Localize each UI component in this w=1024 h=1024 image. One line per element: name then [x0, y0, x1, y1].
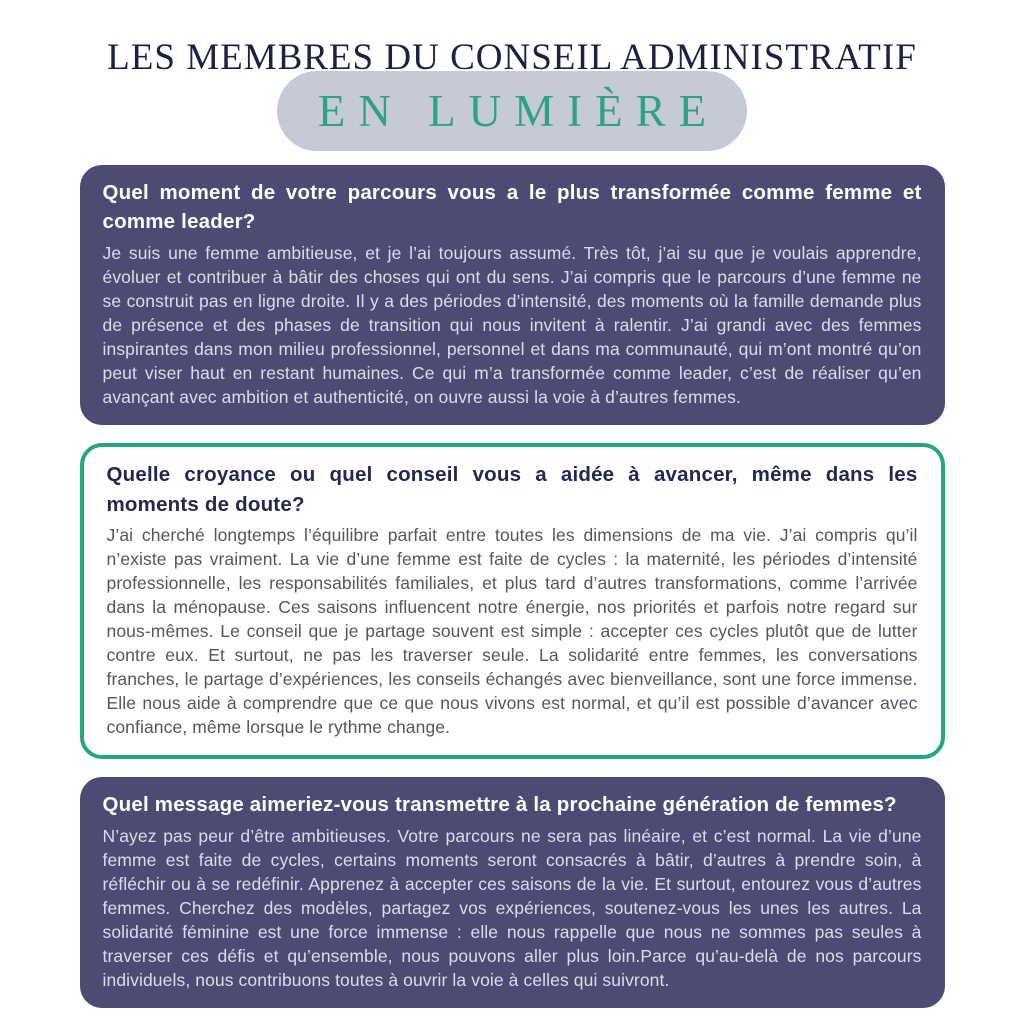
qa-card-1 — [80, 165, 945, 425]
highlight-pill-label: EN LUMIÈRE — [317, 85, 720, 136]
page-title: LES MEMBRES DU CONSEIL ADMINISTRATIF — [107, 37, 917, 78]
qa-card-2-question: Quelle croyance ou quel conseil vous a aidée à avancer, même dans les moments de doute? — [106, 462, 918, 516]
qa-card-1-answer: Je suis une femme ambitieuse, et je l’ai toujours assumé. Très tôt, j’ai su que je voulais apprendre, évoluer et contribuer à bâtir des choses qui ont du sens. J’ai compris que le parcours d’une femme ne se construit pas en ligne droite. Il y a des périodes d’intensité, des moments où la famille demande plus de présence et des phases de transition qui nous invitent à ralentir. J’ai grandi avec des femmes inspirantes dans mon milieu professionnel, personnel et dans ma communauté, qui m’ont montré qu’on peut viser haut en restant humaines. Ce qui m’a transformée comme leader, c’est de réaliser qu’en avançant avec ambition et authenticité, on ouvre aussi la voie à d’autres femmes. — [102, 243, 922, 407]
header — [0, 0, 1024, 151]
qa-card-2 — [80, 443, 945, 759]
qa-card-3-question: Quel message aimeriez-vous transmettre à la prochaine génération de femmes? — [102, 793, 897, 817]
qa-card-3 — [80, 777, 945, 1008]
qa-card-1-question: Quel moment de votre parcours vous a le plus transformée comme femme et comme leader? — [102, 180, 922, 234]
qa-card-3-answer: N’ayez pas peur d’être ambitieuses. Votre parcours ne sera pas linéaire, et c’est normal. La vie d’une femme est faite de cycles, certains moments seront consacrés à bâtir, d’autres à prendre soin, à réfléchir ou à se redéfinir. Apprenez à accepter ces saisons de la vie. Et surtout, entourez vous d’autres femmes. Cherchez des modèles, partagez vos expériences, soutenez-vous les unes les autres. La solidarité féminine est une force immense : elle nous rappelle que nous ne sommes pas seules à traverser ces défis et qu’ensemble, nous pouvons aller plus loin.Parce qu’au-delà de nos parcours individuels, nous contribuons toutes à ouvrir la voie à celles qui suivront. — [102, 825, 922, 990]
qa-card-list — [0, 165, 1024, 1008]
highlight-pill — [277, 71, 747, 151]
qa-card-2-answer: J’ai cherché longtemps l’équilibre parfait entre toutes les dimensions de ma vie. J’ai compris qu’il n’existe pas vraiment. La vie d’une femme est faite de cycles : la maternité, les périodes d’intensité professionnelle, les responsabilités familiales, et plus tard d’autres transformations, comme l’arrivée dans la ménopause. Ces saisons influencent notre énergie, nos priorités et parfois notre regard sur nous-mêmes. Le conseil que je partage souvent est simple : accepter ces cycles plutôt que de lutter contre eux. Et surtout, ne pas les traverser seule. La solidarité entre femmes, les conversations franches, le partage d’expériences, les conseils échangés avec bienveillance, sont une force immense. Elle nous aide à comprendre que ce que nous vivons est normal, et qu’il est possible d’avancer avec confiance, même lorsque le rythme change. — [106, 525, 918, 738]
